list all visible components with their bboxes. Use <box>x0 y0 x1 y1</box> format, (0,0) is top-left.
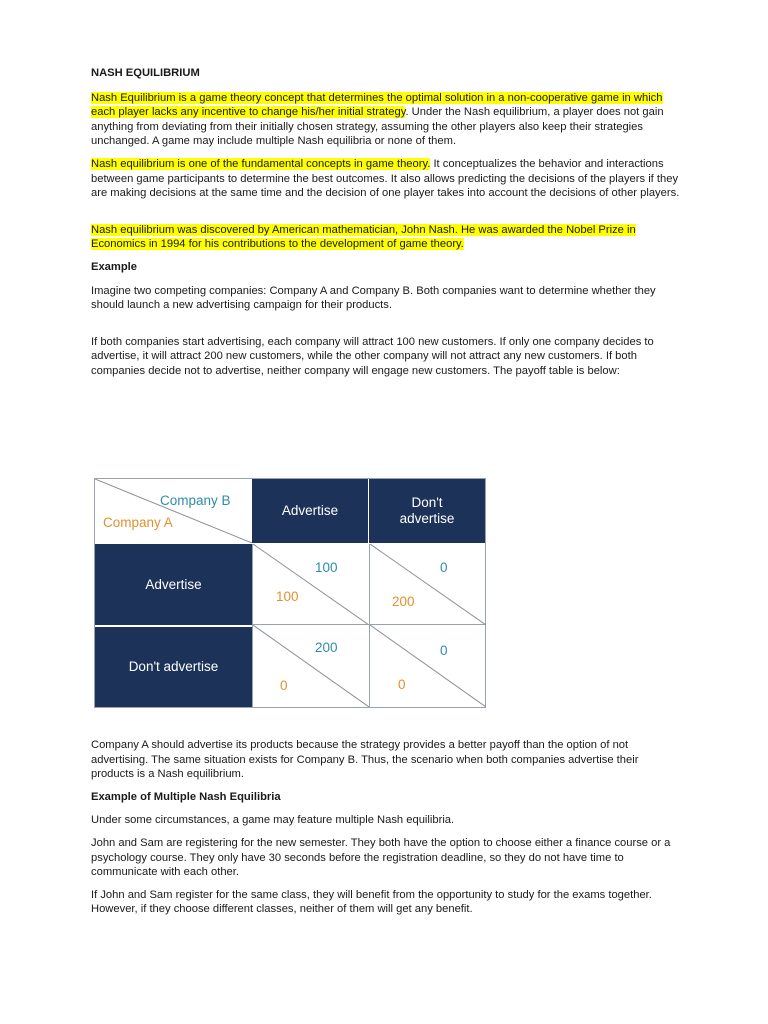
paragraph-text: It conceptualizes the behavior and interactions between game participants to determine the best outcomes. It also allows predicting the decisions of the players if they are making decisions at the same time and the decision of one player takes into account the decisions of other players. <box>91 157 680 200</box>
cell-diagonal <box>253 625 369 707</box>
table-corner-cell <box>95 479 252 543</box>
column-header-dont-advertise: Don't advertise <box>369 479 485 543</box>
payoff-company-b: 0 <box>440 643 448 658</box>
payoff-cell <box>252 544 368 625</box>
document-body-lower <box>91 738 683 925</box>
paragraph-history <box>91 223 683 252</box>
payoff-company-a: 0 <box>398 677 406 692</box>
paragraph-example-intro: Imagine two competing companies: Company A and Company B. Both companies want to determine whether they should launch a new advertising campaign for their products. <box>91 284 656 312</box>
example-heading: Example <box>91 260 138 273</box>
cell-diagonal <box>370 625 486 707</box>
cell-diagonal <box>253 544 369 625</box>
payoff-table <box>94 478 486 708</box>
payoff-company-a: 200 <box>392 594 415 609</box>
highlight-text: Nash equilibrium was discovered by American mathematician, John Nash. He was awarded the Nobel Prize in Economics in 1994 for his contributions to the development of game theory. <box>91 223 636 251</box>
payoff-company-b: 200 <box>315 640 338 655</box>
row-header-advertise: Advertise <box>95 544 252 625</box>
payoff-cell <box>252 625 368 707</box>
highlight-text: Nash equilibrium is one of the fundamental concepts in game theory. <box>91 157 431 170</box>
paragraph-concept <box>91 157 683 201</box>
payoff-cell <box>369 625 485 707</box>
cell-diagonal <box>370 544 486 625</box>
document-body <box>91 66 683 387</box>
company-a-label: Company A <box>103 515 173 530</box>
row-header-dont-advertise: Don't advertise <box>95 625 252 707</box>
payoff-company-b: 0 <box>440 560 448 575</box>
paragraph-same-class: If John and Sam register for the same class, they will benefit from the opportunity to study for the exams together. However, if they choose different classes, neither of them will get any benefit. <box>91 888 652 916</box>
paragraph-conclusion: Company A should advertise its products because the strategy provides a better payoff than the option of not advertising. The same situation exists for Company B. Thus, the scenario when both companies advertise their products is a Nash equilibrium. <box>91 739 639 781</box>
paragraph-text: . Under the Nash equilibrium, a player does not gain anything from deviating from their initially chosen strategy, assuming the other players also keep their strategies unchanged. A game may include multiple Nash equilibria or none of them. <box>91 106 664 148</box>
paragraph-example-payoffs: If both companies start advertising, each company will attract 100 new customers. If only one company decides to advertise, it will attract 200 new customers, while the other company will not attract any new customers. If both companies decide not to advertise, neither company will engage new customers. The payoff table is below: <box>91 335 654 377</box>
paragraph-multiple-intro: Under some circumstances, a game may feature multiple Nash equilibria. <box>91 814 455 827</box>
page-title: NASH EQUILIBRIUM <box>91 67 200 79</box>
payoff-company-b: 100 <box>315 560 338 575</box>
payoff-company-a: 0 <box>280 678 288 693</box>
multiple-equilibria-heading: Example of Multiple Nash Equilibria <box>91 790 281 803</box>
company-b-label: Company B <box>160 493 231 508</box>
corner-diagonal <box>95 479 252 543</box>
payoff-company-a: 100 <box>276 589 299 604</box>
highlight-text: Nash Equilibrium is a game theory concept that determines the optimal solution in a non-cooperative game in which each player lacks any incentive to change his/her initial strategy <box>91 91 663 119</box>
paragraph-john-sam: John and Sam are registering for the new semester. They both have the option to choose either a finance course or a psychology course. They only have 30 seconds before the registration deadline, so they do not have time to communicate with each other. <box>91 836 671 879</box>
column-header-advertise: Advertise <box>252 479 368 543</box>
paragraph-definition <box>91 91 683 149</box>
payoff-cell <box>369 544 485 625</box>
